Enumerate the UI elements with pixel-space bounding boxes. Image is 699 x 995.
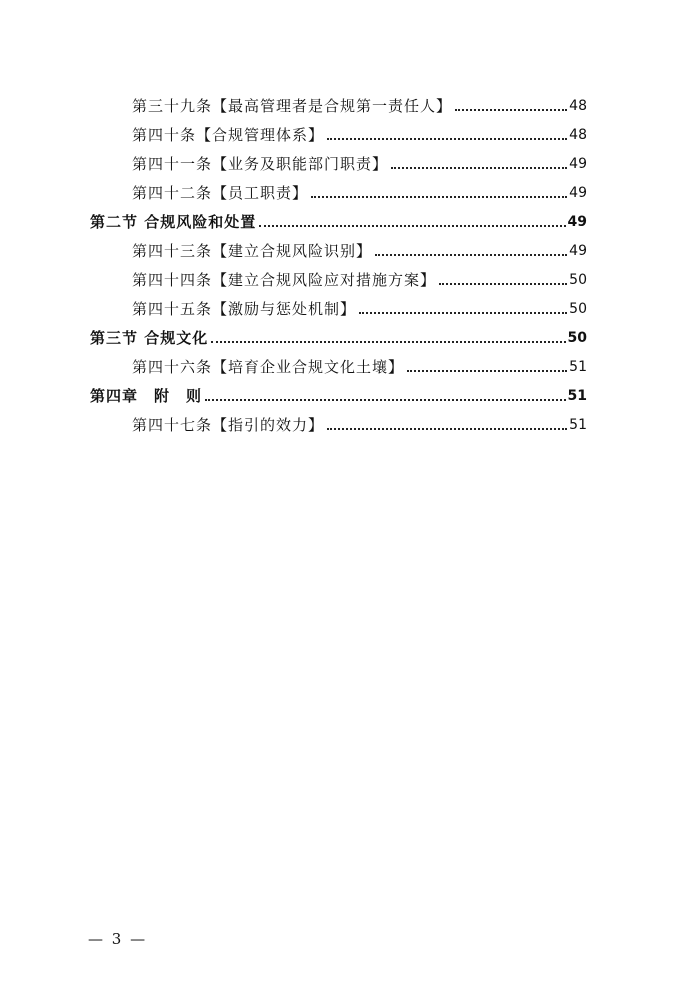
- toc-entry-label: 第四十二条【员工职责】: [132, 184, 309, 202]
- toc-entry-page: 50: [569, 301, 587, 317]
- toc-leader: [391, 167, 567, 169]
- toc-entry-label: 第四十四条【建立合规风险应对措施方案】: [132, 271, 437, 289]
- toc-leader: [327, 138, 567, 140]
- toc-leader: [375, 254, 567, 256]
- toc-leader: [359, 312, 567, 314]
- toc-entry[interactable]: [132, 415, 587, 435]
- toc-entry[interactable]: [132, 154, 587, 174]
- toc-section-page: 49: [567, 214, 587, 230]
- toc-section-label: 第三节 合规文化: [90, 329, 209, 347]
- toc-entry[interactable]: [132, 299, 587, 319]
- toc-section[interactable]: [90, 212, 587, 232]
- toc-entry-label: 第四十六条【培育企业合规文化土壤】: [132, 358, 405, 376]
- toc-entry-page: 49: [569, 243, 587, 259]
- toc-entry[interactable]: [132, 125, 587, 145]
- toc-section-label: 第二节 合规风险和处置: [90, 213, 257, 231]
- toc-entry-label: 第四十三条【建立合规风险识别】: [132, 242, 373, 260]
- toc-entry[interactable]: [132, 96, 587, 116]
- toc-entry-label: 第四十五条【激励与惩处机制】: [132, 300, 357, 318]
- toc-entry[interactable]: [132, 270, 587, 290]
- toc-entry-label: 第三十九条【最高管理者是合规第一责任人】: [132, 97, 453, 115]
- toc-entry-page: 51: [569, 417, 587, 433]
- toc-leader: [259, 225, 565, 227]
- toc-leader: [407, 370, 567, 372]
- toc-leader: [311, 196, 567, 198]
- toc-entry-page: 49: [569, 156, 587, 172]
- toc-leader: [205, 399, 566, 401]
- toc-section-page: 50: [567, 330, 587, 346]
- toc-entry-page: 51: [569, 359, 587, 375]
- toc-entry-page: 50: [569, 272, 587, 288]
- toc-leader: [439, 283, 567, 285]
- toc-section[interactable]: [90, 328, 587, 348]
- toc-entry-page: 48: [569, 127, 587, 143]
- toc-entry-label: 第四十条【合规管理体系】: [132, 126, 325, 144]
- page-number: — 3 —: [88, 930, 148, 948]
- toc-chapter-label: 第四章 附 则: [90, 387, 203, 405]
- toc-entry[interactable]: [132, 357, 587, 377]
- toc-entry-label: 第四十七条【指引的效力】: [132, 416, 325, 434]
- toc-leader: [327, 428, 567, 430]
- toc-entry-page: 49: [569, 185, 587, 201]
- toc-leader: [455, 109, 567, 111]
- toc-chapter[interactable]: [90, 386, 587, 406]
- toc-entry[interactable]: [132, 241, 587, 261]
- toc-leader: [211, 341, 565, 343]
- toc-entry-page: 48: [569, 98, 587, 114]
- toc-entry-label: 第四十一条【业务及职能部门职责】: [132, 155, 389, 173]
- toc-chapter-page: 51: [567, 388, 587, 404]
- toc-entry[interactable]: [132, 183, 587, 203]
